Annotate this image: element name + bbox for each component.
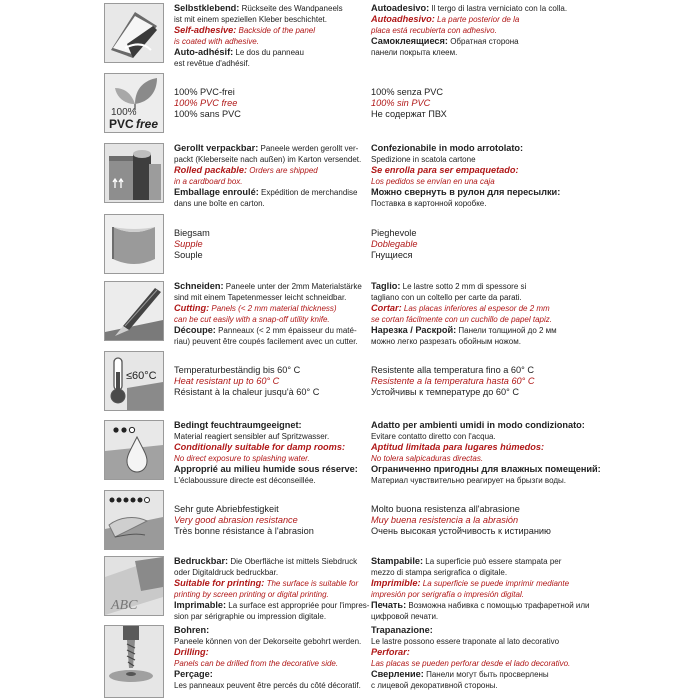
- feature-text-run: Las placas inferiores al espesor de 2 mm: [401, 304, 550, 313]
- feature-text-run: placa está recubierta con adhesivo.: [371, 26, 497, 35]
- feature-text-run: printing by screen printing or digital printing.: [174, 590, 329, 599]
- feature-text-run: Обратная сторона: [447, 37, 519, 46]
- feature-text-run: sion par sérigraphie ou impression digitale.: [174, 612, 327, 621]
- feature-text-run: La superficie può essere stampata per: [423, 557, 562, 566]
- feature-text-right: [371, 556, 691, 622]
- feature-text-left: [174, 3, 364, 69]
- feature-text-run: ist mit einem speziellen Kleber beschichtet.: [174, 15, 327, 24]
- feature-text-left: [174, 87, 364, 120]
- feature-text-run: est revêtue d'adhésif.: [174, 59, 250, 68]
- feature-text-run: Schneiden:: [174, 281, 224, 291]
- utility-knife-icon: [104, 281, 164, 341]
- feature-text-run: Autoadhesivo:: [371, 14, 435, 24]
- feature-text-run: tagliano con un coltello per carte da parati.: [371, 293, 522, 302]
- feature-text-left: [174, 281, 364, 347]
- feature-text-run: Suitable for printing:: [174, 578, 265, 588]
- feature-text-left: [174, 143, 364, 209]
- feature-text-run: Material reagiert sensibler auf Spritzwasser.: [174, 432, 330, 441]
- feature-text-run: Imprimable:: [174, 600, 227, 610]
- feature-text-right: [371, 365, 691, 398]
- feature-text-run: 100% sin PVC: [371, 98, 431, 108]
- feature-text-run: Very good abrasion resistance: [174, 515, 298, 525]
- feature-text-run: riau) peuvent être coupés facilement avec un cutter.: [174, 337, 358, 346]
- feature-text-run: Paneele können von der Dekorseite gebohrt werden.: [174, 637, 362, 646]
- feature-text-run: с лицевой декоративной стороны.: [371, 681, 498, 690]
- feature-text-run: Molto buona resistenza all'abrasione: [371, 504, 520, 514]
- feature-text-run: Biegsam: [174, 228, 210, 238]
- feature-text-run: La surface est appropriée pour l'impres-: [226, 601, 370, 610]
- feature-text-run: se cortan fácilmente con un cuchillo de papel tapiz.: [371, 315, 552, 324]
- feature-text-right: [371, 420, 691, 486]
- feature-text-run: Die Oberfläche ist mittels Siebdruck: [228, 557, 358, 566]
- feature-text-run: Bohren:: [174, 625, 210, 635]
- feature-text-left: [174, 504, 364, 537]
- feature-text-left: [174, 420, 364, 486]
- pvc-free-leaf-icon: [104, 73, 164, 133]
- feature-text-run: Perforar:: [371, 647, 410, 657]
- feature-text-run: Souple: [174, 250, 203, 260]
- feature-text-run: Auto-adhésif:: [174, 47, 234, 57]
- temperature-label: ≤60°C: [126, 370, 157, 382]
- feature-text-run: Bedingt feuchtraumgeeignet:: [174, 420, 302, 430]
- feature-text-run: is coated with adhesive.: [174, 37, 259, 46]
- feature-text-run: Resistente alla temperatura fino a 60° C: [371, 365, 535, 375]
- feature-text-run: Trapanazione:: [371, 625, 433, 635]
- pvc-percent-text: 100%: [111, 107, 137, 118]
- feature-text-run: панели покрыта клеем.: [371, 48, 458, 57]
- feature-text-run: packt (Kleberseite nach außen) im Karton versendet.: [174, 155, 362, 164]
- feature-text-left: [174, 556, 370, 622]
- pvc-free-text: free: [136, 117, 159, 131]
- feature-text-run: Autoadesivo:: [371, 3, 430, 13]
- feature-text-run: Sehr gute Abriebfestigkeit: [174, 504, 279, 514]
- water-drop-icon: [104, 420, 164, 480]
- feature-text-run: La parte posterior de la: [434, 15, 520, 24]
- feature-text-run: Heat resistant up to 60° C: [174, 376, 280, 386]
- feature-text-run: Los pedidos se envían en una caja: [371, 177, 495, 186]
- feature-text-run: Doblegable: [371, 239, 418, 249]
- feature-text-run: Печать:: [371, 600, 407, 610]
- feature-text-run: Les panneaux peuvent être percés du côté décoratif.: [174, 681, 361, 690]
- feature-text-run: can be cut easily with a snap-off utility knife.: [174, 315, 330, 324]
- feature-text-run: Muy buena resistencia a la abrasión: [371, 515, 519, 525]
- feature-text-run: Confezionabile in modo arrotolato:: [371, 143, 524, 153]
- feature-text-run: Поставка в картонной коробке.: [371, 199, 487, 208]
- feature-text-run: Approprié au milieu humide sous réserve:: [174, 464, 358, 474]
- feature-text-run: Очень высокая устойчивость к истиранию: [371, 526, 551, 536]
- feature-text-run: Гнущиеся: [371, 250, 413, 260]
- feature-text-left: [174, 228, 364, 261]
- feature-text-run: Imprimible:: [371, 578, 421, 588]
- feature-text-run: Возможна набивка с помощью трафаретной или: [406, 601, 590, 610]
- abrasion-icon: [104, 490, 164, 550]
- feature-text-run: Résistant à la chaleur jusqu'à 60° C: [174, 387, 320, 397]
- feature-text-run: Rückseite des Wandpaneels: [239, 4, 343, 13]
- feature-text-run: Панели могут быть просверлены: [423, 670, 549, 679]
- feature-text-run: Las placas se pueden perforar desde el lado decorativo.: [371, 659, 571, 668]
- feature-text-run: Bedruckbar:: [174, 556, 229, 566]
- feature-text-right: [371, 143, 691, 209]
- feature-text-run: Le dos du panneau: [233, 48, 304, 57]
- feature-text-run: 100% sans PVC: [174, 109, 241, 119]
- feature-text-right: [371, 87, 691, 120]
- feature-text-run: No direct exposure to splashing water.: [174, 454, 310, 463]
- rolled-box-icon: [104, 143, 164, 203]
- feature-text-run: Expédition de merchandise: [258, 188, 358, 197]
- feature-text-run: Paneele werden gerollt ver-: [258, 144, 359, 153]
- feature-text-right: [371, 228, 691, 261]
- feature-text-run: Cortar:: [371, 303, 402, 313]
- feature-text-run: Orders are shipped: [247, 166, 318, 175]
- feature-text-run: Panels (< 2 mm material thickness): [209, 304, 337, 313]
- feature-text-run: Le lastre possono essere traponate al lato decorativo: [371, 637, 560, 646]
- feature-text-run: Conditionally suitable for damp rooms:: [174, 442, 346, 452]
- feature-text-run: можно легко разрезать обойным ножом.: [371, 337, 521, 346]
- feature-text-run: La superficie se puede imprimir mediante: [420, 579, 570, 588]
- feature-text-run: Сверление:: [371, 669, 424, 679]
- feature-text-run: Drilling:: [174, 647, 209, 657]
- feature-text-run: No tolera salpicaduras directas.: [371, 454, 484, 463]
- feature-text-run: Supple: [174, 239, 203, 249]
- feature-text-run: Le lastre sotto 2 mm di spessore si: [400, 282, 527, 291]
- feature-text-run: Нарезка / Раскрой:: [371, 325, 457, 335]
- feature-text-run: impresión por serigrafía o impresión digital.: [371, 590, 524, 599]
- feature-text-run: Rolled packable:: [174, 165, 248, 175]
- feature-text-run: Можно свернуть в рулон для пересылки:: [371, 187, 561, 197]
- feature-text-run: Self-adhesive:: [174, 25, 237, 35]
- feature-text-run: Panels can be drilled from the decorative side.: [174, 659, 339, 668]
- feature-text-run: Backside of the panel: [236, 26, 316, 35]
- feature-text-run: Устойчивы к температуре до 60° С: [371, 387, 519, 397]
- feature-text-run: Adatto per ambienti umidi in modo condizionato:: [371, 420, 585, 430]
- feature-text-right: [371, 625, 691, 691]
- feature-text-run: Gerollt verpackbar:: [174, 143, 259, 153]
- feature-text-run: Материал чувствительно реагирует на брызги воды.: [371, 476, 566, 485]
- feature-text-run: Aptitud limitada para lugares húmedos:: [371, 442, 545, 452]
- feature-text-run: mezzo di stampa serigrafica o digitale.: [371, 568, 508, 577]
- feature-text-run: L'éclaboussure directe est déconseillée.: [174, 476, 316, 485]
- feature-text-left: [174, 365, 364, 398]
- feature-text-run: Resistente a la temperatura hasta 60° C: [371, 376, 535, 386]
- feature-text-run: Ограниченно пригодны для влажных помещений:: [371, 464, 601, 474]
- feature-text-run: Stampabile:: [371, 556, 424, 566]
- thermometer-icon: [104, 351, 164, 411]
- feature-text-right: [371, 504, 691, 537]
- feature-text-run: Панели толщиной до 2 мм: [456, 326, 557, 335]
- feature-text-run: Не содержат ПВХ: [371, 109, 447, 119]
- feature-text-run: Taglio:: [371, 281, 401, 291]
- feature-text-run: oder Digitaldruck bedruckbar.: [174, 568, 279, 577]
- feature-text-run: Pieghevole: [371, 228, 417, 238]
- feature-text-run: Evitare contatto diretto con l'acqua.: [371, 432, 496, 441]
- feature-text-run: 100% senza PVC: [371, 87, 444, 97]
- feature-text-run: 100% PVC-frei: [174, 87, 235, 97]
- feature-text-run: Temperaturbeständig bis 60° C: [174, 365, 301, 375]
- feature-text-run: Il tergo di lastra verniciato con la colla.: [429, 4, 568, 13]
- feature-text-run: Panneaux (< 2 mm épaisseur du maté-: [215, 326, 357, 335]
- feature-text-right: [371, 281, 691, 347]
- feature-text-run: Spedizione in scatola cartone: [371, 155, 476, 164]
- feature-text-left: [174, 625, 364, 691]
- feature-text-run: in a cardboard box.: [174, 177, 243, 186]
- feature-text-run: Très bonne résistance à l'abrasion: [174, 526, 314, 536]
- drill-icon: [104, 625, 164, 698]
- feature-text-run: Emballage enroulé:: [174, 187, 259, 197]
- print-sample-text: ABC: [111, 598, 138, 613]
- feature-text-run: sind mit einem Tapetenmesser leicht schneidbar.: [174, 293, 347, 302]
- pvc-label-text: PVC: [109, 117, 134, 131]
- feature-text-run: цифровой печати.: [371, 612, 439, 621]
- feature-text-run: Découpe:: [174, 325, 216, 335]
- feature-text-run: 100% PVC free: [174, 98, 238, 108]
- feature-text-right: [371, 3, 691, 58]
- self-adhesive-icon: [104, 3, 164, 63]
- feature-text-run: Cutting:: [174, 303, 210, 313]
- feature-text-run: dans une boîte en carton.: [174, 199, 265, 208]
- bent-panel-icon: [104, 214, 164, 274]
- feature-text-run: Se enrolla para ser empaquetado:: [371, 165, 519, 175]
- feature-text-run: The surface is suitable for: [264, 579, 359, 588]
- feature-text-run: Самоклеящиеся:: [371, 36, 448, 46]
- feature-text-run: Perçage:: [174, 669, 213, 679]
- feature-text-run: Selbstklebend:: [174, 3, 240, 13]
- printing-icon: [104, 556, 164, 616]
- feature-text-run: Paneele unter der 2mm Materialstärke: [223, 282, 362, 291]
